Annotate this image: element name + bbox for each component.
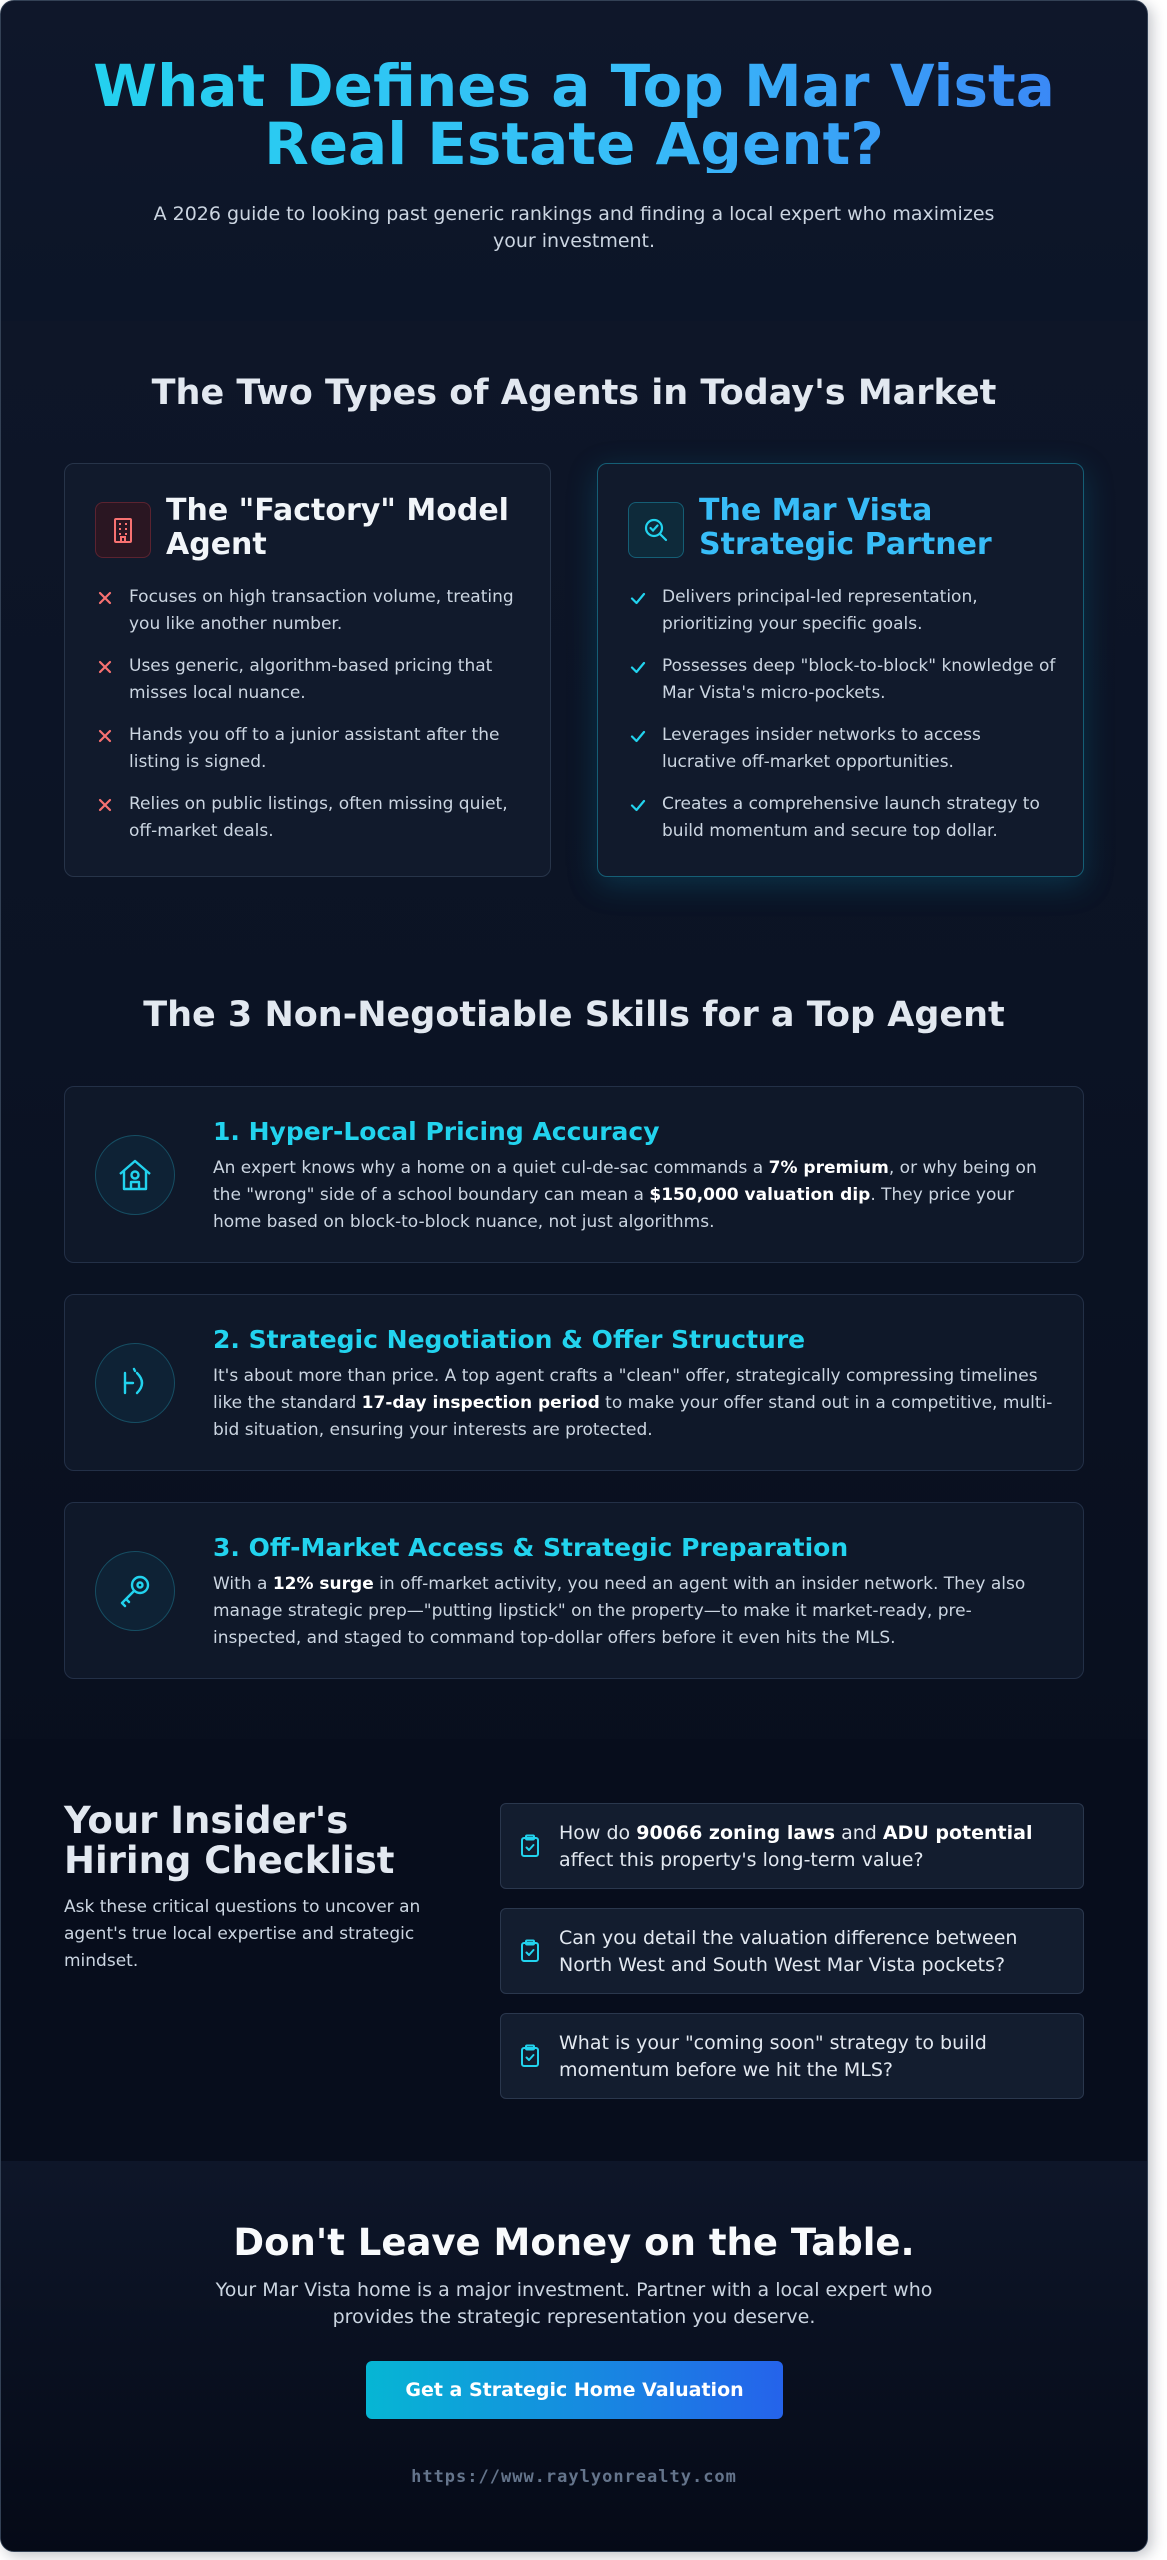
skill-title: 2. Strategic Negotiation & Offer Structure [213, 1325, 806, 1354]
skill-description: It's about more than price. A top agent crafts a "clean" offer, strategically compressing timelines like the standard 17-day inspection period to make your offer stand out in a competitive, multi-bid situation, ensuring your interests are protected. [213, 1366, 1053, 1440]
search-check-icon [628, 502, 684, 558]
hiring-checklist-section [1, 1739, 1147, 2161]
check-icon [628, 726, 648, 746]
skill-description: An expert knows why a home on a quiet cul-de-sac commands a 7% premium, or why being on the "wrong" side of a school boundary can mean a $150,000 valuation dip. They price your home based on block-to-block nuance, not just algorithms. [213, 1158, 1037, 1232]
factory-list [95, 584, 525, 860]
skill-card-off-market [64, 1502, 1084, 1679]
checklist-question: How do 90066 zoning laws and ADU potential affect this property's long-term value? [500, 1803, 1084, 1889]
x-icon [95, 726, 115, 746]
skill-card-negotiation [64, 1294, 1084, 1471]
check-icon [628, 657, 648, 677]
types-heading: The Two Types of Agents in Today's Market [151, 373, 997, 413]
check-icon [628, 588, 648, 608]
checklist-lead: Ask these critical questions to uncover an agent's true local expertise and strategic mindset. [64, 1897, 421, 1971]
list-item: Hands you off to a junior assistant after the listing is signed. [95, 722, 525, 791]
skill-description: With a 12% surge in off-market activity, you need an agent with an insider network. They also manage strategic prep—"putting lipstick" on the property—to make it market-ready, pre-inspected, and staged to command top-dollar offers before it even hits the MLS. [213, 1574, 1026, 1648]
website-link[interactable]: https://www.raylyonrealty.com [411, 2467, 737, 2487]
list-item: Leverages insider networks to access lucrative off-market opportunities. [628, 722, 1058, 791]
get-valuation-button[interactable]: Get a Strategic Home Valuation [366, 2361, 783, 2419]
clipboard-check-icon [519, 1939, 541, 1963]
skill-title: 3. Off-Market Access & Strategic Preparation [213, 1533, 849, 1562]
list-item: Delivers principal-led representation, prioritizing your specific goals. [628, 584, 1058, 653]
clipboard-check-icon [519, 2044, 541, 2068]
check-icon [628, 795, 648, 815]
list-item: Relies on public listings, often missing quiet, off-market deals. [95, 791, 525, 860]
title-line-1: What Defines a Top Mar Vista [93, 52, 1055, 120]
checklist-heading: Your Insider's Hiring Checklist [64, 1799, 395, 1882]
building-icon [95, 502, 151, 558]
hero-subtitle: A 2026 guide to looking past generic rankings and finding a local expert who maximizes your investment. [153, 203, 995, 252]
skill-title: 1. Hyper-Local Pricing Accuracy [213, 1117, 660, 1146]
factory-card-title: The "Factory" Model Agent [166, 493, 509, 562]
page-title [41, 52, 1107, 178]
checklist-question: Can you detail the valuation difference between North West and South West Mar Vista pockets? [500, 1908, 1084, 1994]
list-item: Possesses deep "block-to-block" knowledge of Mar Vista's micro-pockets. [628, 653, 1058, 722]
handshake-icon [95, 1343, 175, 1423]
cta-text: Your Mar Vista home is a major investment. Partner with a local expert who provides the strategic representation you deserve. [215, 2279, 933, 2328]
list-item: Uses generic, algorithm-based pricing that misses local nuance. [95, 653, 525, 722]
cta-section [1, 2161, 1147, 2552]
partner-list [628, 584, 1058, 860]
factory-agent-card [64, 463, 551, 877]
skills-heading: The 3 Non-Negotiable Skills for a Top Agent [143, 995, 1005, 1035]
list-item: Focuses on high transaction volume, treating you like another number. [95, 584, 525, 653]
key-icon [95, 1551, 175, 1631]
skill-card-pricing [64, 1086, 1084, 1263]
x-icon [95, 657, 115, 677]
home-icon [95, 1135, 175, 1215]
hero-section [1, 1, 1147, 321]
cta-heading: Don't Leave Money on the Table. [233, 2221, 915, 2264]
list-item: Creates a comprehensive launch strategy to build momentum and secure top dollar. [628, 791, 1058, 860]
strategic-partner-card [597, 463, 1084, 877]
clipboard-check-icon [519, 1834, 541, 1858]
title-line-2: Real Estate Agent? [264, 110, 884, 178]
x-icon [95, 588, 115, 608]
checklist-question: What is your "coming soon" strategy to build momentum before we hit the MLS? [500, 2013, 1084, 2099]
x-icon [95, 795, 115, 815]
partner-card-title: The Mar Vista Strategic Partner [699, 493, 992, 562]
